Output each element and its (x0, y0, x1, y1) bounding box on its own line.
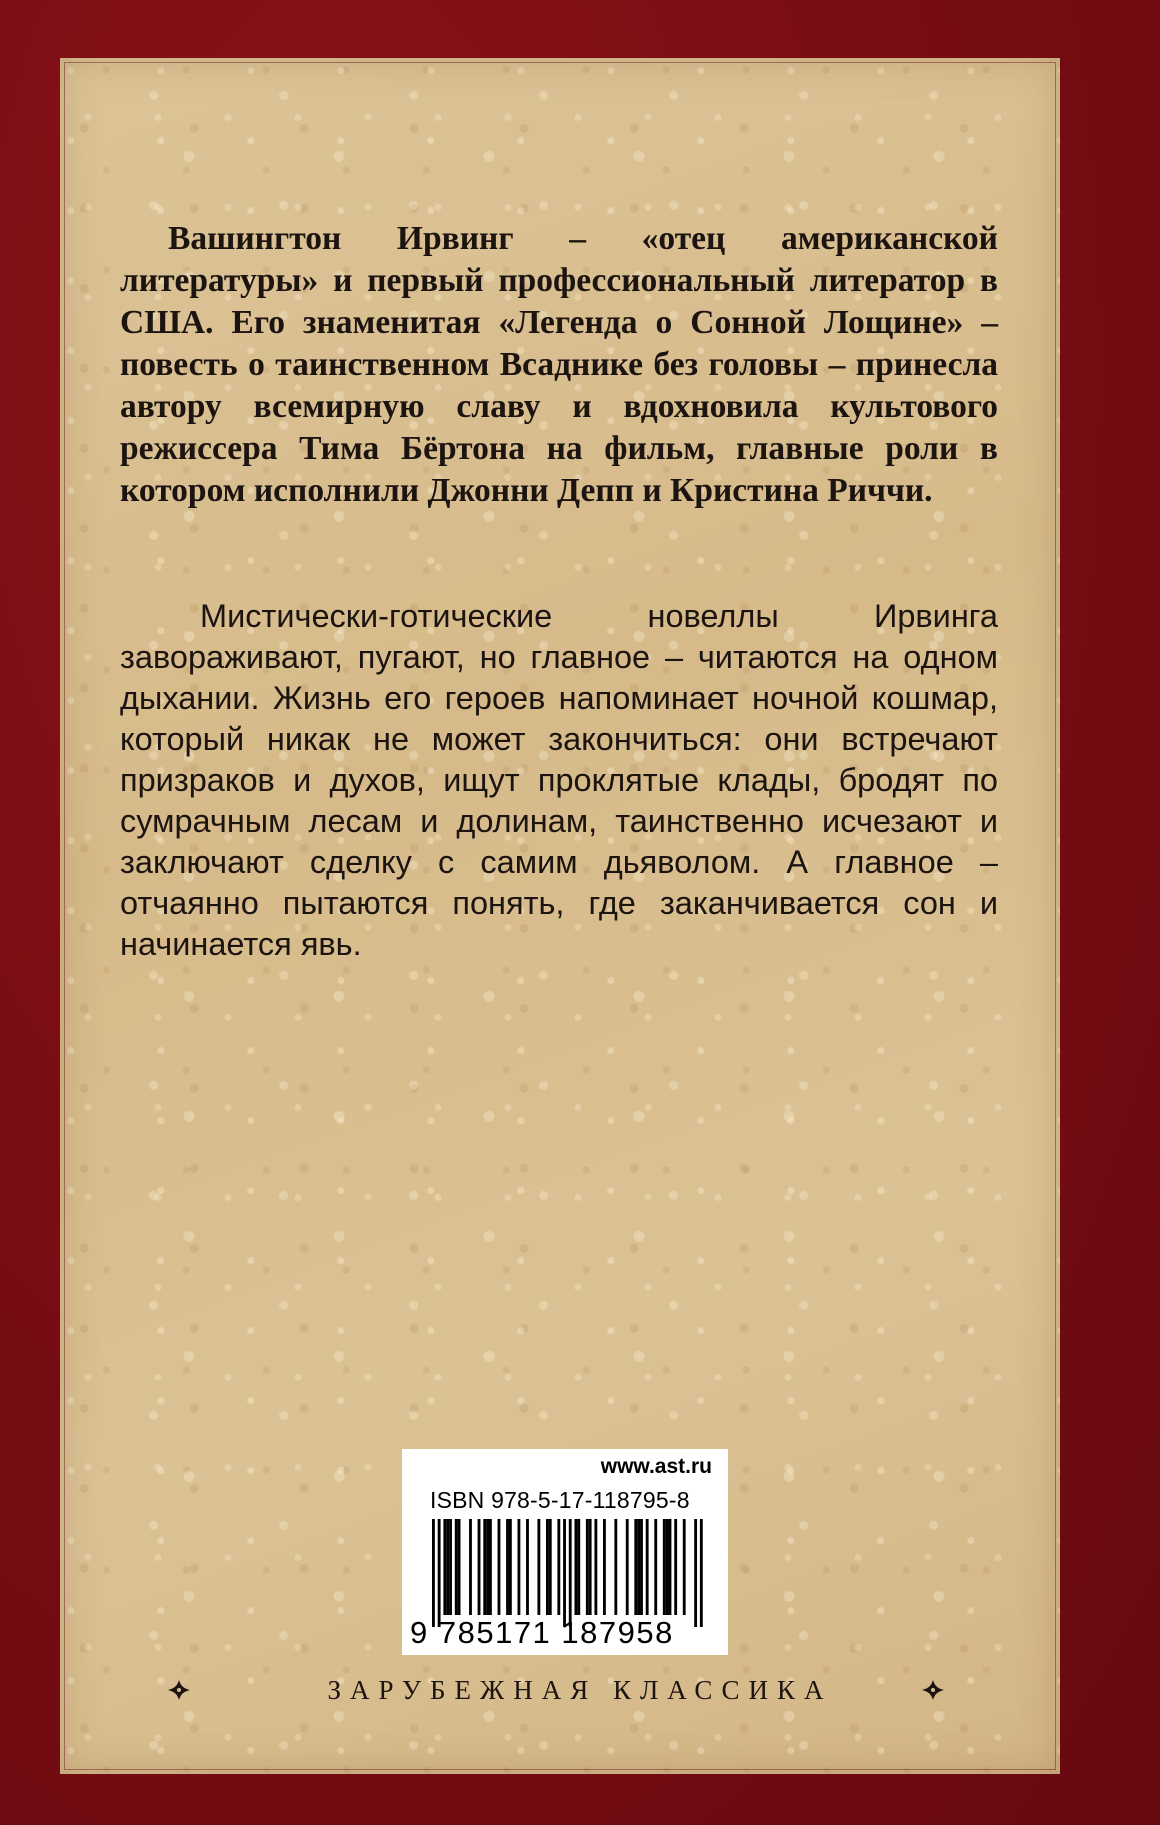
barcode-bar (483, 1519, 486, 1615)
barcode-bar (634, 1519, 637, 1615)
barcode-bar (449, 1519, 452, 1615)
barcode-bar (683, 1519, 686, 1615)
barcode-bar (498, 1519, 501, 1615)
barcode-bar (446, 1519, 449, 1615)
barcode-block (402, 1449, 728, 1655)
publisher-website: www.ast.ru (600, 1455, 712, 1478)
barcode-bar (455, 1519, 458, 1615)
barcode-bar (603, 1519, 606, 1615)
barcode-bar (478, 1519, 481, 1615)
barcode-bar (443, 1519, 446, 1615)
barcode-bar (432, 1519, 435, 1627)
barcode-digits: 9 785171 187958 (410, 1615, 674, 1650)
barcode-bar (537, 1519, 540, 1615)
barcode-bar (489, 1519, 492, 1615)
barcode-bar (569, 1519, 572, 1627)
barcode-bar (506, 1519, 509, 1615)
barcode-bar (700, 1519, 703, 1627)
description-paragraph: Мистически-готические новеллы Ирвинга завораживают, пугают, но главное – читаются на одном дыхании. Жизнь его героев напоминает ночной кошмар, который никак не может закончиться: они встречают призраков и духов, ищут проклятые клады, бродят по сумрачным лесам и долинам, таинственно исчезают и заключают сделку с самим дьяволом. А главное – отчаянно пытаются понять, где заканчивается сон и начинается явь. (120, 598, 998, 962)
barcode-bar (563, 1519, 566, 1627)
barcode-bar (438, 1519, 441, 1627)
barcode-bar (637, 1519, 640, 1615)
fleuron-ornament-icon (918, 1678, 948, 1702)
barcode-bar (594, 1519, 597, 1615)
barcode-bar (614, 1519, 617, 1615)
barcode-bar (546, 1519, 549, 1615)
barcode-bar (646, 1519, 649, 1615)
barcode-bar (486, 1519, 489, 1615)
barcode-bar (640, 1519, 643, 1615)
barcode-bar (586, 1519, 589, 1615)
barcode-bar (666, 1519, 669, 1615)
barcode-bar (509, 1519, 512, 1615)
barcode-bar (549, 1519, 552, 1615)
barcode-bar (518, 1519, 521, 1615)
barcode-bar (589, 1519, 592, 1615)
barcode-bar (654, 1519, 657, 1615)
isbn-number: ISBN 978-5-17-118795-8 (430, 1487, 690, 1513)
barcode-bar (626, 1519, 629, 1615)
barcode-bar (669, 1519, 672, 1615)
barcode-bar (674, 1519, 677, 1615)
barcode-bar (694, 1519, 697, 1627)
intro-paragraph: Вашингтон Ирвинг – «отец американской литературы» и первый профессиональный литератор в США. Его знаменитая «Легенда о Сонной Лощине» – повесть о таинственном Всаднике без головы – принесла автору всемирную славу и вдохновила культового режиссера Тима Бёртона на фильм, главные роли в котором исполнили Джонни Депп и Кристина Риччи. (120, 220, 998, 509)
barcode-bar (557, 1519, 560, 1615)
series-title: ЗАРУБЕЖНАЯ КЛАССИКА (327, 1675, 833, 1705)
barcode-bar (575, 1519, 578, 1615)
barcode-bar (458, 1519, 461, 1615)
barcode-bar (577, 1519, 580, 1615)
barcode-bar (469, 1519, 472, 1615)
barcode-bar (663, 1519, 666, 1615)
barcode-bar (526, 1519, 529, 1615)
